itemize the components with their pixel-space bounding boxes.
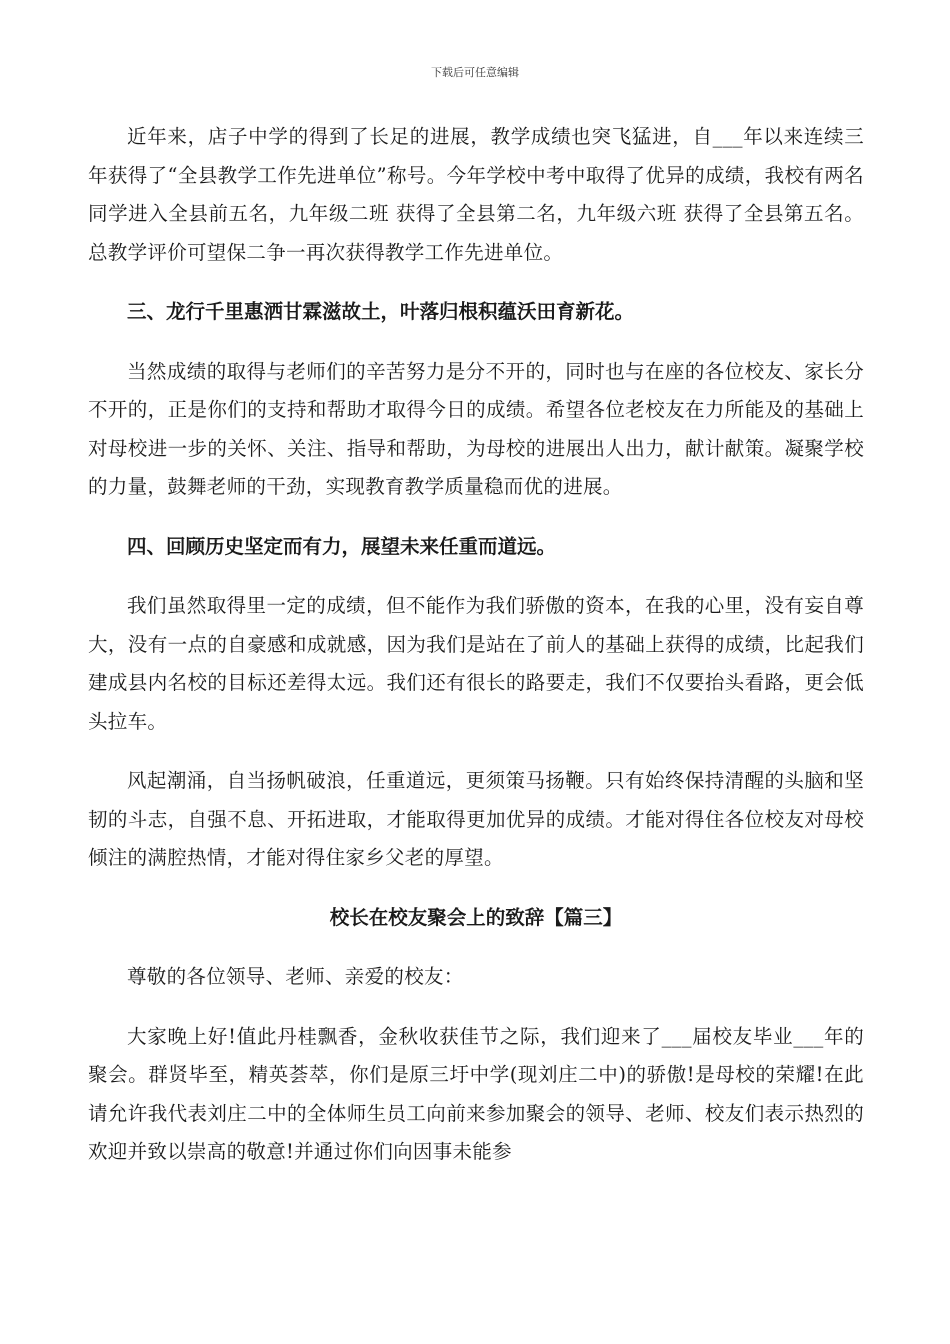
- paragraph-thanks: 当然成绩的取得与老师们的辛苦努力是分不开的，同时也与在座的各位校友、家长分不开的，正是你们的支持和帮助才取得今日的成绩。希望各位老校友在力所能及的基础上对母校进一步的关怀、关注、指导和帮助，为母校的进展出人出力，献计献策。凝聚学校的力量，鼓舞老师的干劲，实现教育教学质量稳而优的进展。: [88, 359, 864, 498]
- section-heading-4: 四、回顾历史坚定而有力，展望未来任重而道远。: [127, 534, 557, 558]
- page-header: 下载后可任意编辑: [431, 66, 519, 79]
- section-heading-3: 三、龙行千里惠洒甘霖滋故土，叶落归根积蕴沃田育新花。: [127, 300, 635, 323]
- paragraph-progress: 近年来，店子中学的得到了长足的进展，教学成绩也突飞猛进，自___年以来连续三年获得了“全县教学工作先进单位”称号。今年学校中考中取得了优异的成绩，我校有两名同学进入全县前五名，九年级二班 获得了全县第二名，九年级六班 获得了全县第五名。总教学评价可望保二争一再次获得教学工作先进单位。: [88, 125, 864, 264]
- paragraph-resolve: 风起潮涌，自当扬帆破浪，任重道远，更须策马扬鞭。只有始终保持清醒的头脑和坚韧的斗志，自强不息、开拓进取，才能取得更加优异的成绩。才能对得住各位校友对母校倾注的满腔热情，才能对得住家乡父老的厚望。: [88, 769, 864, 869]
- document-body: [88, 118, 864, 1193]
- paragraph-welcome: 大家晚上好!值此丹桂飘香，金秋收获佳节之际，我们迎来了___届校友毕业___年的聚会。群贤毕至，精英荟萃，你们是原三圩中学(现刘庄二中)的骄傲!是母校的荣耀!在此请允许我代表刘庄二中的全体师生员工向前来参加聚会的领导、老师、校友们表示热烈的欢迎并致以崇高的敬意!并通过你们向因事未能参: [88, 1024, 864, 1163]
- paragraph-humility: 我们虽然取得里一定的成绩，但不能作为我们骄傲的资本，在我的心里，没有妄自尊大，没有一点的自豪感和成就感，因为我们是站在了前人的基础上获得的成绩，比起我们建成县内名校的目标还差得太远。我们还有很长的路要走，我们不仅要抬头看路，更会低头拉车。: [88, 594, 864, 733]
- greeting-line: 尊敬的各位领导、老师、亲爱的校友：: [127, 965, 464, 988]
- speech-title: 校长在校友聚会上的致辞【篇三】: [329, 905, 623, 929]
